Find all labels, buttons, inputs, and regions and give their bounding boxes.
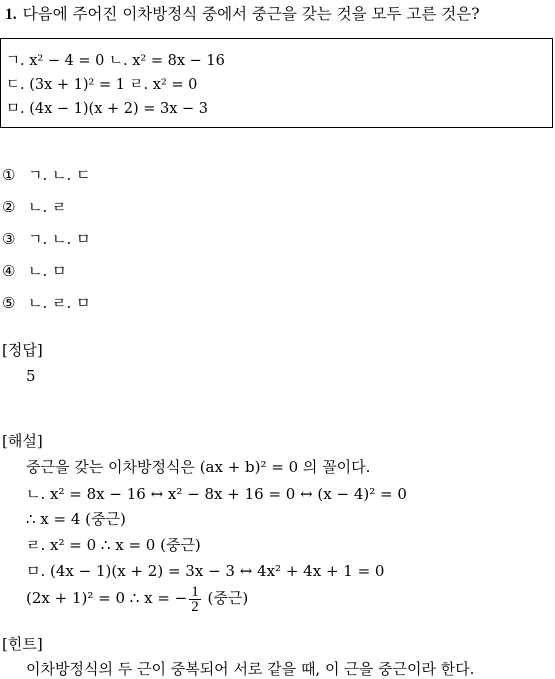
hint-label: [힌트] [2, 635, 43, 653]
choice-3-text: ㄱ. ㄴ. ㅁ [28, 230, 91, 248]
question-title [5, 4, 480, 25]
choice-3-mark: ③ [2, 230, 16, 248]
box-line-2: ㄷ. (3x + 1)² = 1 ㄹ. x² = 0 [6, 77, 198, 93]
choice-3[interactable] [2, 230, 91, 248]
choice-2-text: ㄴ. ㄹ [28, 198, 67, 216]
fraction-numerator: 1 [191, 583, 199, 600]
box-line-3: ㅁ. (4x − 1)(x + 2) = 3x − 3 [6, 101, 208, 117]
choice-4-text: ㄴ. ㅁ [28, 262, 67, 280]
explanation-line-5: ㅁ. (4x − 1)(x + 2) = 3x − 3 ↔ 4x² + 4x + 1 = 0 [26, 562, 385, 580]
fraction-denominator: 2 [191, 598, 199, 615]
hint-text: 이차방정식의 두 근이 중복되어 서로 같을 때, 이 근을 중근이라 한다. [26, 660, 475, 678]
choice-1-mark: ① [2, 166, 16, 184]
fraction [189, 585, 201, 614]
choice-5-mark: ⑤ [2, 294, 16, 312]
choice-4[interactable] [2, 262, 67, 280]
choice-4-mark: ④ [2, 262, 16, 280]
explanation-line-6-suffix: (중근) [207, 589, 249, 607]
answer-value: 5 [26, 367, 36, 385]
explanation-label: [해설] [2, 432, 43, 450]
explanation-line-6-text: (2x + 1)² = 0 ∴ x = − [26, 589, 188, 607]
choice-5[interactable] [2, 294, 91, 312]
choice-1-text: ㄱ. ㄴ. ㄷ [28, 166, 91, 184]
explanation-line-3: ∴ x = 4 (중근) [26, 510, 126, 528]
condition-box [0, 38, 553, 128]
explanation-line-6 [26, 583, 248, 614]
explanation-line-4: ㄹ. x² = 0 ∴ x = 0 (중근) [26, 536, 201, 554]
box-line-1: ㄱ. x² − 4 = 0 ㄴ. x² = 8x − 16 [6, 53, 225, 69]
question-text: 다음에 주어진 이차방정식 중에서 중근을 갖는 것을 모두 고른 것은? [22, 5, 480, 23]
answer-label: [정답] [2, 341, 43, 359]
choice-1[interactable] [2, 166, 91, 184]
choice-2[interactable] [2, 198, 67, 216]
explanation-line-2: ㄴ. x² = 8x − 16 ↔ x² − 8x + 16 = 0 ↔ (x − 4)² = 0 [26, 485, 407, 503]
choice-5-text: ㄴ. ㄹ. ㅁ [28, 294, 91, 312]
explanation-line-1: 중근을 갖는 이차방정식은 (ax + b)² = 0 의 꼴이다. [26, 458, 371, 476]
choice-2-mark: ② [2, 198, 16, 216]
question-number: 1. [5, 6, 17, 23]
